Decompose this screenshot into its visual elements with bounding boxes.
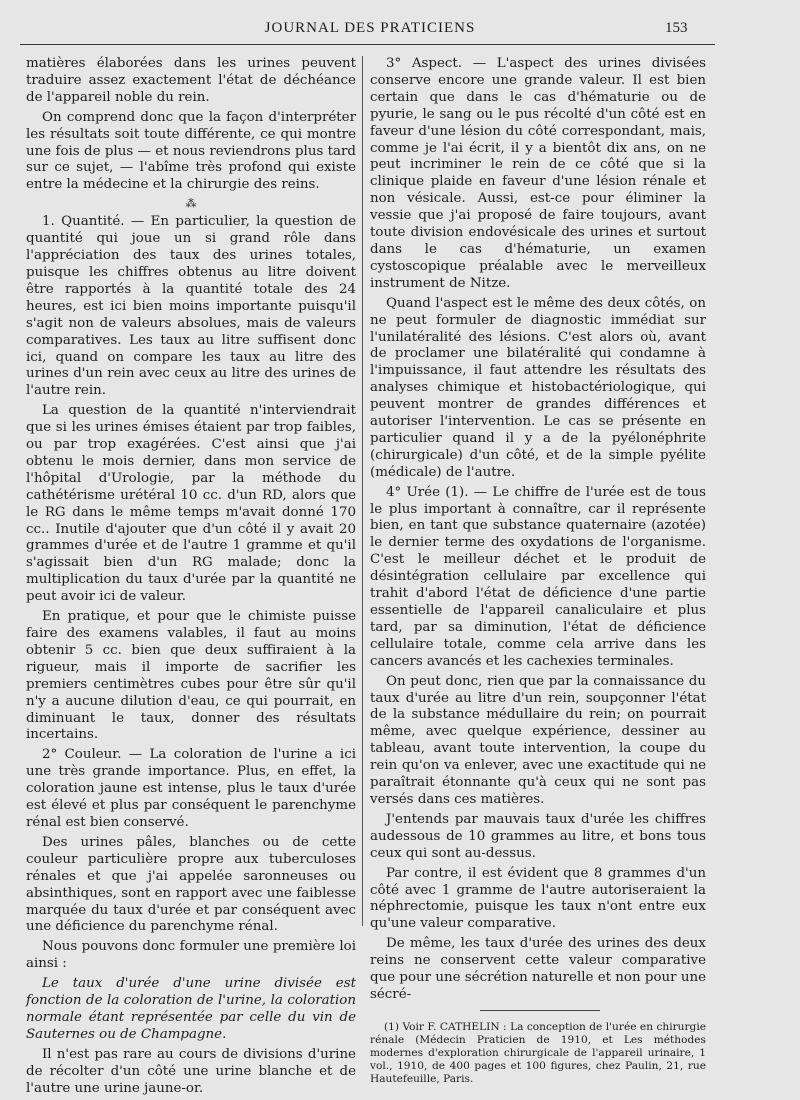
paragraph: On comprend donc que la façon d'interpréter les résultats soit toute différente, ce qui montre une fois de plus — et nous reviendrons plus tard sur ce sujet, — l'abîme très profond qui existe entre la médecine et la chirurgie des reins. <box>26 109 356 193</box>
footnote-rule <box>480 1010 600 1011</box>
header-rule <box>20 44 715 45</box>
paragraph: La question de la quantité n'interviendrait que si les urines émises étaient par trop faibles, ou par trop exagérées. C'est ainsi que j'ai obtenu le mois dernier, dans mon service de l'hôpital d'Urologie, par la méthode du cathétérisme urétéral 10 cc. d'un RD, alors que le RG dans le même temps m'avait donné 170 cc.. Inutile d'ajouter que d'un côté il y avait 20 grammes d'urée et de l'autre 1 gramme et qu'il s'agissait bien d'un RG malade; donc la multiplication du taux d'urée par la quantité ne peut avoir ici de valeur. <box>26 403 356 605</box>
paragraph-uree: 4° Urée (1). — Le chiffre de l'urée est de tous le plus important à connaître, car il représente bien, en tant que substance quaternaire (azotée) le dernier terme des oxydations de l'organisme. C'est le meilleur déchet et le produit de désintégration cellulaire par excellence qui trahit d'abord l'état de déficience d'une partie essentielle de l'appareil canaliculaire et plus tard, par sa diminution, l'état de déficience cellulaire totale, comme cela arrive dans les cancers avancés et les cachexies terminales. <box>370 484 706 669</box>
law-statement: Le taux d'urée d'une urine divisée est fonction de la coloration de l'urine, la coloration normale étant représentée par celle du vin de Sauternes ou de Champagne. <box>26 976 356 1042</box>
paragraph: En pratique, et pour que le chimiste puisse faire des examens valables, il faut au moins obtenir 5 cc. bien que deux suffiraient à la rigueur, mais il importe de sacrifier les premiers centimètres cubes pour être sûr qu'il n'y a aucune dilution d'eau, ce qui pourrait, en diminuant le taux, donner des résultats incertains. <box>26 609 356 743</box>
paragraph: Quand l'aspect est le même des deux côtés, on ne peut formuler de diagnostic immédiat sur l'unilatéralité des lésions. C'est alors où, avant de proclamer une bilatéralité qui condamne à l'impuissance, il faut attendre les résultats des analyses chimique et histobactériologique, qui peuvent montrer de grandes différences et autoriser l'intervention. Le cas se présente en particulier quand il y a de la pyélonéphrite (chirurgicale) d'un côté, et de la simple pyélite (médicale) de l'autre. <box>370 295 706 480</box>
footnote: (1) Voir F. CATHELIN : La conception de l'urée en chirurgie rénale (Médecin Praticien de 1910, et Les méthodes modernes d'exploration chirurgicale de l'appareil urinaire, 1 vol., 1910, de 400 pages et 100 figures, chez Paulin, 21, rue Hautefeuille, Paris. <box>370 1020 706 1085</box>
paragraph: matières élaborées dans les urines peuvent traduire assez exactement l'état de déchéance de l'appareil noble du rein. <box>26 56 356 105</box>
page-number: 153 <box>665 20 688 36</box>
page-header <box>0 14 800 44</box>
paragraph-couleur: 2° Couleur. — La coloration de l'urine a ici une très grande importance. Plus, en effet, la coloration jaune est intense, plus le taux d'urée est élevé et plus par conséquent le parenchyme rénal est bien conservé. <box>26 747 356 830</box>
paragraph: J'entends par mauvais taux d'urée les chiffres audessous de 10 grammes au litre, et bons tous ceux qui sont au-dessus. <box>370 811 706 861</box>
left-column <box>26 56 356 1100</box>
paragraph: Des urines pâles, blanches ou de cette couleur particulière propre aux tuberculoses rénales et que j'ai appelée saronneuses ou absinthiques, sont en rapport avec une faiblesse marquée du taux d'urée et par conséquent avec une déficience du parenchyme rénal. <box>26 834 356 935</box>
journal-title: JOURNAL DES PRATICIENS <box>264 20 476 36</box>
paragraph: De même, les taux d'urée des urines des deux reins ne conservent cette valeur comparative que pour une sécrétion naturelle et non pour une sécré- <box>370 936 706 1002</box>
paragraph: Par contre, il est évident que 8 grammes d'un côté avec 1 gramme de l'autre autoriseraient la néphrectomie, puisque les taux n'ont entre eux qu'une valeur comparative. <box>370 865 706 932</box>
paragraph-aspect: 3° Aspect. — L'aspect des urines divisées conserve encore une grande valeur. Il est bien certain que dans le cas d'hématurie ou de pyurie, le sang ou le pus récolté d'un côté est en faveur d'une lésion du côté correspondant, mais, comme je l'ai écrit, il y a bientôt dix ans, on ne peut incriminer le rein de ce côté que si la clinique plaide en faveur d'une lésion rénale et non vésicale. Aussi, est-ce pour éliminer la vessie que j'ai proposé de faire toujours, avant toute division endovésicale des urines et surtout dans le cas d'hématurie, un examen cystoscopique préalable avec le merveilleux instrument de Nitze. <box>370 56 706 291</box>
paragraph: On peut donc, rien que par la connaissance du taux d'urée au litre d'un rein, soupçonner l'état de la substance médullaire du rein; on pourrait même, avec quelque expérience, dessiner au tableau, avant toute intervention, la coupe du rein qu'on va enlever, avec une exactitude qui ne paraîtrait étonnante qu'à ceux qui ne sont pas versés dans ces matières. <box>370 673 706 807</box>
paragraph: Il n'est pas rare au cours de divisions d'urine de récolter d'un côté une urine blanche et de l'autre une urine jaune-or. <box>26 1046 356 1096</box>
column-divider <box>362 56 363 926</box>
right-column <box>370 56 706 1089</box>
asterism-separator: ⁂ <box>185 197 197 211</box>
paragraph-quantite: 1. Quantité. — En particulier, la question de quantité qui joue un si grand rôle dans l'appréciation des taux des urines totales, puisque les chiffres obtenus au litre doivent être rapportés à la quantité totale des 24 heures, est ici bien moins importante puisqu'il s'agit non de valeurs absolues, mais de valeurs comparatives. Les taux au litre suffisent donc ici, quand on compare les taux au litre des urines d'un rein avec ceux au litre des urines de l'autre rein. <box>26 214 356 399</box>
paragraph: Nous pouvons donc formuler une première loi ainsi : <box>26 939 356 972</box>
